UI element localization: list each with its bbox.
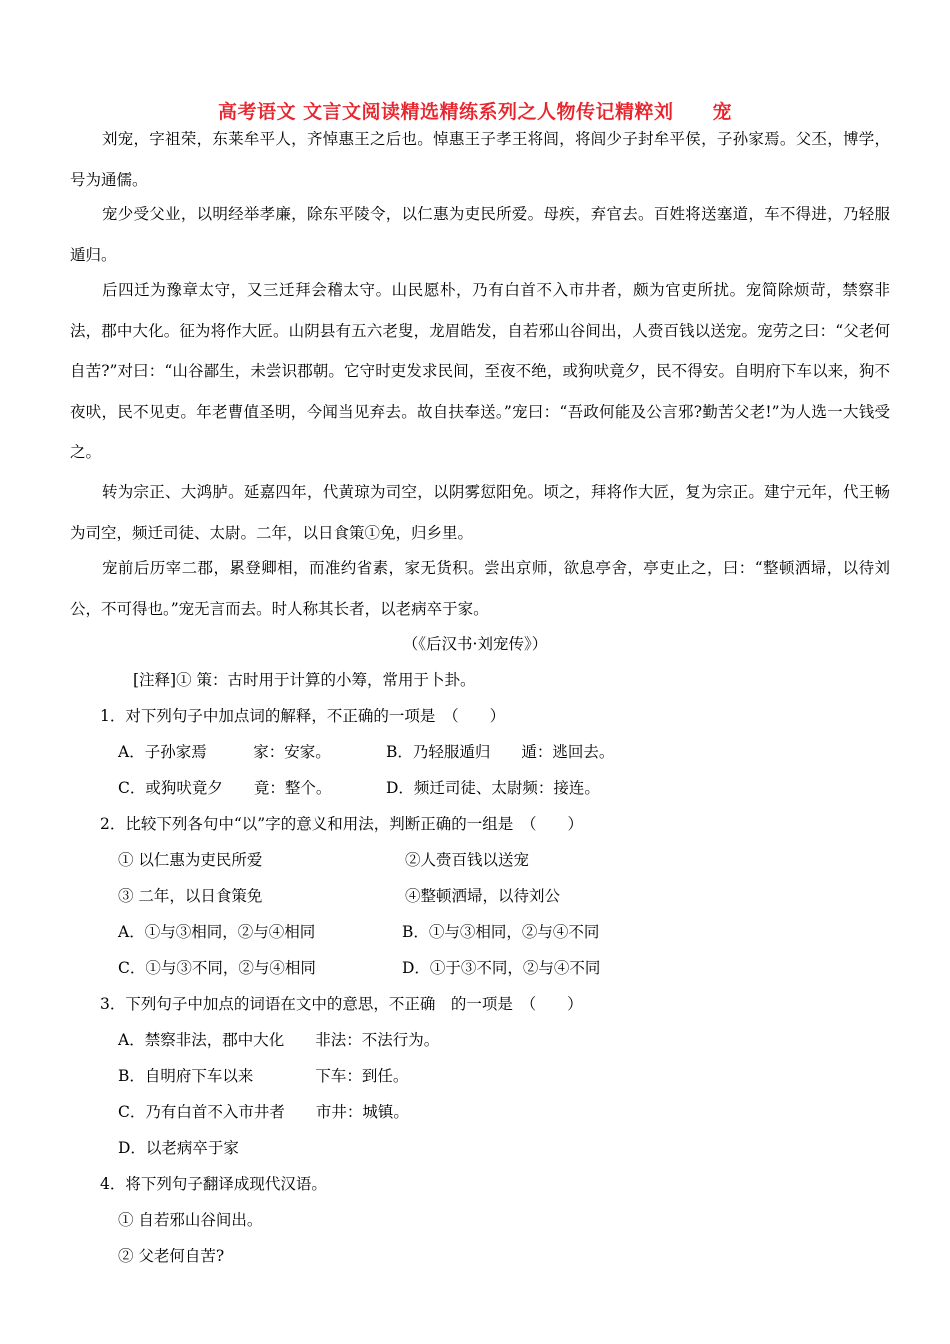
question-3-option-a: A．禁察非法，郡中大化 非法：不法行为。 [118, 1031, 440, 1049]
passage-paragraph-4: 转为宗正、大鸿胪。延嘉四年，代黄琼为司空，以阴雾愆阳免。顷之，拜将作大匠，复为宗正。建宁元年，代王畅为司空，频迁司徒、太尉。二年，以日食策①免，归乡里。 [70, 483, 890, 542]
question-4-stem: 4．将下列句子翻译成现代汉语。 [100, 1175, 327, 1193]
question-2-option-a: A．①与③相同，②与④相同 [118, 923, 316, 941]
passage-paragraph-5: 宠前后历宰二郡，累登卿相，而准约省素，家无货积。尝出京师，欲息亭舍，亭吏止之，曰：“整顿洒埽，以待刘公，不可得也。”宠无言而去。时人称其长者，以老病卒于家。 [70, 559, 890, 618]
question-1-option-d: D．频迁司徒、太尉频：接连。 [386, 779, 600, 797]
passage-paragraph-2: 宠少受父业，以明经举孝廉，除东平陵令，以仁惠为吏民所爱。母疾，弃官去。百姓将送塞道，车不得进，乃轻服遁归。 [70, 205, 890, 264]
question-2-option-b: B．①与③相同，②与④不同 [402, 923, 600, 941]
source-citation: （《后汉书·刘宠传》） [402, 635, 548, 653]
passage-paragraph-3: 后四迁为豫章太守，又三迁拜会稽太守。山民愿朴，乃有白首不入市井者，颇为官吏所扰。宠简除烦苛，禁察非法，郡中大化。征为将作大匠。山阴县有五六老叟，龙眉皓发，自若邪山谷间出，人赍百钱以送宠。宠劳之曰：“父老何自苦?”对曰：“山谷鄙生，未尝识郡朝。它守时吏发求民间，至夜不绝，或狗吠竟夕，民不得安。自明府下车以来，狗不夜吠，民不见吏。年老曹值圣明，今闻当见弃去。故自扶奉送。”宠曰：“吾政何能及公言邪?勤苦父老!”为人选一大钱受之。 [70, 281, 890, 461]
question-2-stem: 2．比较下列各句中“以”字的意义和用法，判断正确的一组是 （ ） [100, 815, 583, 833]
question-3-option-c: C．乃有白首不入市井者 市井：城镇。 [118, 1103, 409, 1121]
question-3-stem: 3．下列句子中加点的词语在文中的意思，不正确 的一项是 （ ） [100, 995, 583, 1013]
question-2-option-d: D．①于③不同，②与④不同 [402, 959, 601, 977]
question-2-sentence-1: ① 以仁惠为吏民所爱 [118, 851, 263, 869]
question-2-sentence-4: ④整顿洒埽，以待刘公 [405, 887, 561, 905]
question-1-stem: 1．对下列句子中加点词的解释，不正确的一项是 （ ） [100, 707, 506, 725]
question-2-sentence-2: ②人赍百钱以送宠 [405, 851, 530, 869]
question-1-option-c: C．或狗吠竟夕 竟：整个。 [118, 779, 332, 797]
question-2-sentence-3: ③ 二年，以日食策免 [118, 887, 263, 905]
passage-paragraph-1: 刘宠，字祖荣，东莱牟平人，齐悼惠王之后也。悼惠王子孝王将闾，将闾少子封牟平侯，子孙家焉。父丕，博学，号为通儒。 [70, 130, 890, 189]
question-1-option-b: B．乃轻服遁归 遁：逃回去。 [386, 743, 615, 761]
question-3-option-d: D．以老病卒于家 [118, 1139, 239, 1157]
document-title: 高考语文 文言文阅读精选精练系列之人物传记精粹刘 宠 [217, 101, 733, 123]
question-1-option-a: A．子孙家焉 家：安家。 [118, 743, 331, 761]
question-3-option-b: B．自明府下车以来 下车：到任。 [118, 1067, 409, 1085]
question-4-sentence-1: ① 自若邪山谷间出。 [118, 1211, 263, 1229]
annotation-note: [注释]① 策：古时用于计算的小筹，常用于卜卦。 [133, 671, 476, 689]
question-2-option-c: C．①与③不同，②与④相同 [118, 959, 316, 977]
question-4-sentence-2: ② 父老何自苦? [118, 1247, 225, 1265]
